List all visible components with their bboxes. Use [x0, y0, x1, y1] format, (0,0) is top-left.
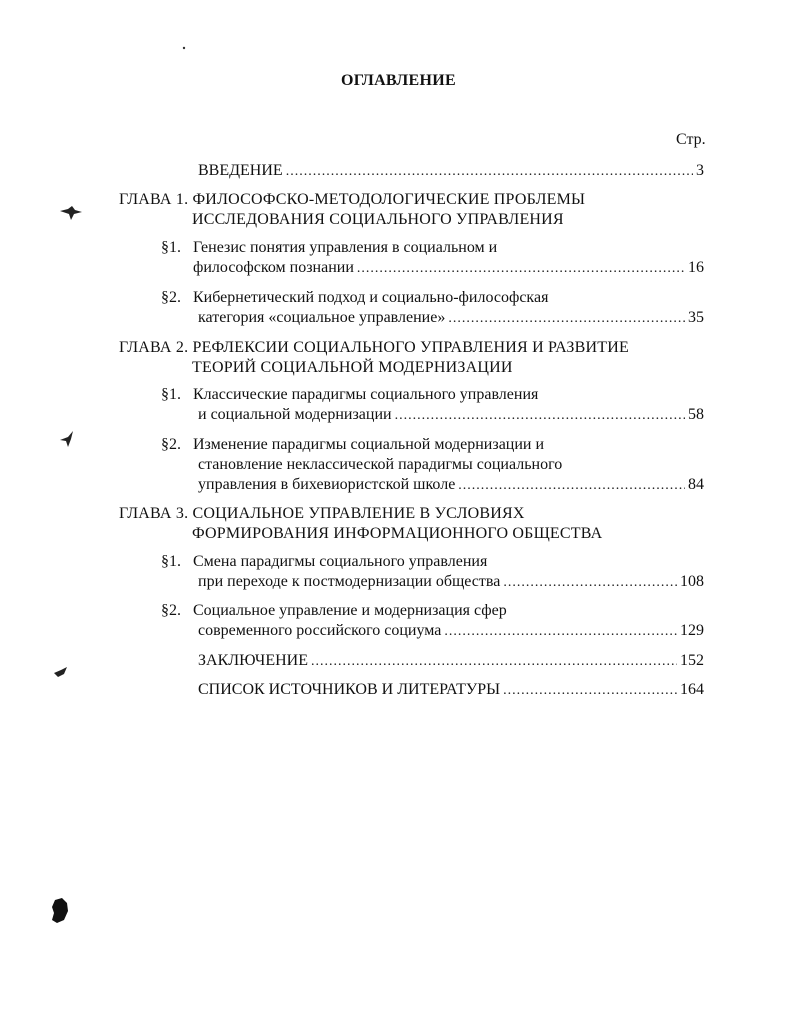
toc-page-number: 16	[688, 259, 704, 276]
chapter-3-heading-line-1: ГЛАВА 3. СОЦИАЛЬНОЕ УПРАВЛЕНИЕ В УСЛОВИЯХ	[119, 505, 525, 522]
section-title-line: и социальной модернизации	[198, 406, 392, 423]
section-title-line: при переходе к постмодернизации общества	[198, 573, 501, 590]
section-number: §1.	[161, 553, 181, 570]
leader-dots	[395, 406, 685, 426]
toc-entry-label: ЗАКЛЮЧЕНИЕ	[198, 652, 308, 669]
toc-entry-chapter-1-section-2[interactable]	[198, 308, 704, 329]
pages-column-label: Стр.	[676, 131, 706, 148]
section-number: §2.	[161, 602, 181, 619]
toc-entry-chapter-3-section-1[interactable]	[198, 572, 704, 593]
toc-entry-intro[interactable]	[198, 161, 704, 182]
section-title-line: философском познании	[193, 259, 354, 276]
leader-dots	[448, 309, 685, 329]
leader-dots	[357, 259, 685, 279]
toc-page-number: 84	[688, 476, 704, 493]
toc-entry-chapter-3-section-2[interactable]	[198, 621, 704, 642]
toc-entry-label: СПИСОК ИСТОЧНИКОВ И ЛИТЕРАТУРЫ	[198, 681, 501, 698]
section-number: §1.	[161, 239, 181, 256]
section-title-line: Генезис понятия управления в социальном и	[193, 239, 498, 256]
section-title-line: Смена парадигмы социального управления	[193, 553, 488, 570]
toc-page-number: 35	[688, 309, 704, 326]
leader-dots	[503, 573, 677, 593]
toc-page-number: 164	[680, 681, 704, 698]
page-title: ОГЛАВЛЕНИЕ	[341, 72, 456, 89]
toc-page-number: 129	[680, 622, 704, 639]
leader-dots	[444, 622, 677, 642]
section-number: §2.	[161, 289, 181, 306]
section-number: §1.	[161, 386, 181, 403]
section-title-line: Классические парадигмы социального управления	[193, 386, 539, 403]
section-title-line: становление неклассической парадигмы социального	[198, 456, 563, 473]
toc-entry-references[interactable]	[198, 680, 704, 701]
leader-dots	[458, 476, 685, 496]
chapter-2-heading-line-2: ТЕОРИЙ СОЦИАЛЬНОЙ МОДЕРНИЗАЦИИ	[192, 359, 513, 376]
chapter-1-heading-line-1: ГЛАВА 1. ФИЛОСОФСКО-МЕТОДОЛОГИЧЕСКИЕ ПРОБЛЕМЫ	[119, 191, 586, 208]
scan-blot-icon	[58, 204, 84, 222]
section-title-line: управления в бихевиористской школе	[198, 476, 456, 493]
section-title-line: Кибернетический подход и социально-философская	[193, 289, 549, 306]
toc-entry-chapter-2-section-1[interactable]	[198, 405, 704, 426]
section-title-line: Социальное управление и модернизация сфер	[193, 602, 507, 619]
chapter-1-heading-line-2: ИССЛЕДОВАНИЯ СОЦИАЛЬНОГО УПРАВЛЕНИЯ	[192, 211, 564, 228]
toc-entry-label: ВВЕДЕНИЕ	[198, 162, 283, 179]
toc-page-number: 152	[680, 652, 704, 669]
toc-entry-chapter-1-section-1[interactable]	[193, 258, 704, 279]
chapter-2-heading-line-1: ГЛАВА 2. РЕФЛЕКСИИ СОЦИАЛЬНОГО УПРАВЛЕНИЯ И РАЗВИТИЕ	[119, 339, 629, 356]
toc-page-number: 58	[688, 406, 704, 423]
leader-dots	[286, 162, 693, 182]
scan-speck-icon	[182, 46, 186, 50]
scan-blot-icon	[48, 896, 72, 926]
toc-page-number: 108	[680, 573, 704, 590]
section-title-line: Изменение парадигмы социальной модернизации и	[193, 436, 545, 453]
section-title-line: категория «социальное управление»	[198, 309, 446, 326]
toc-page-number: 3	[696, 162, 704, 179]
toc-entry-conclusion[interactable]	[198, 651, 704, 672]
toc-entry-chapter-2-section-2[interactable]	[198, 475, 704, 496]
leader-dots	[503, 681, 677, 701]
scan-blot-icon	[56, 428, 78, 450]
scan-blot-icon	[52, 664, 70, 680]
section-title-line: современного российского социума	[198, 622, 442, 639]
leader-dots	[311, 652, 677, 672]
section-number: §2.	[161, 436, 181, 453]
chapter-3-heading-line-2: ФОРМИРОВАНИЯ ИНФОРМАЦИОННОГО ОБЩЕСТВА	[192, 525, 603, 542]
